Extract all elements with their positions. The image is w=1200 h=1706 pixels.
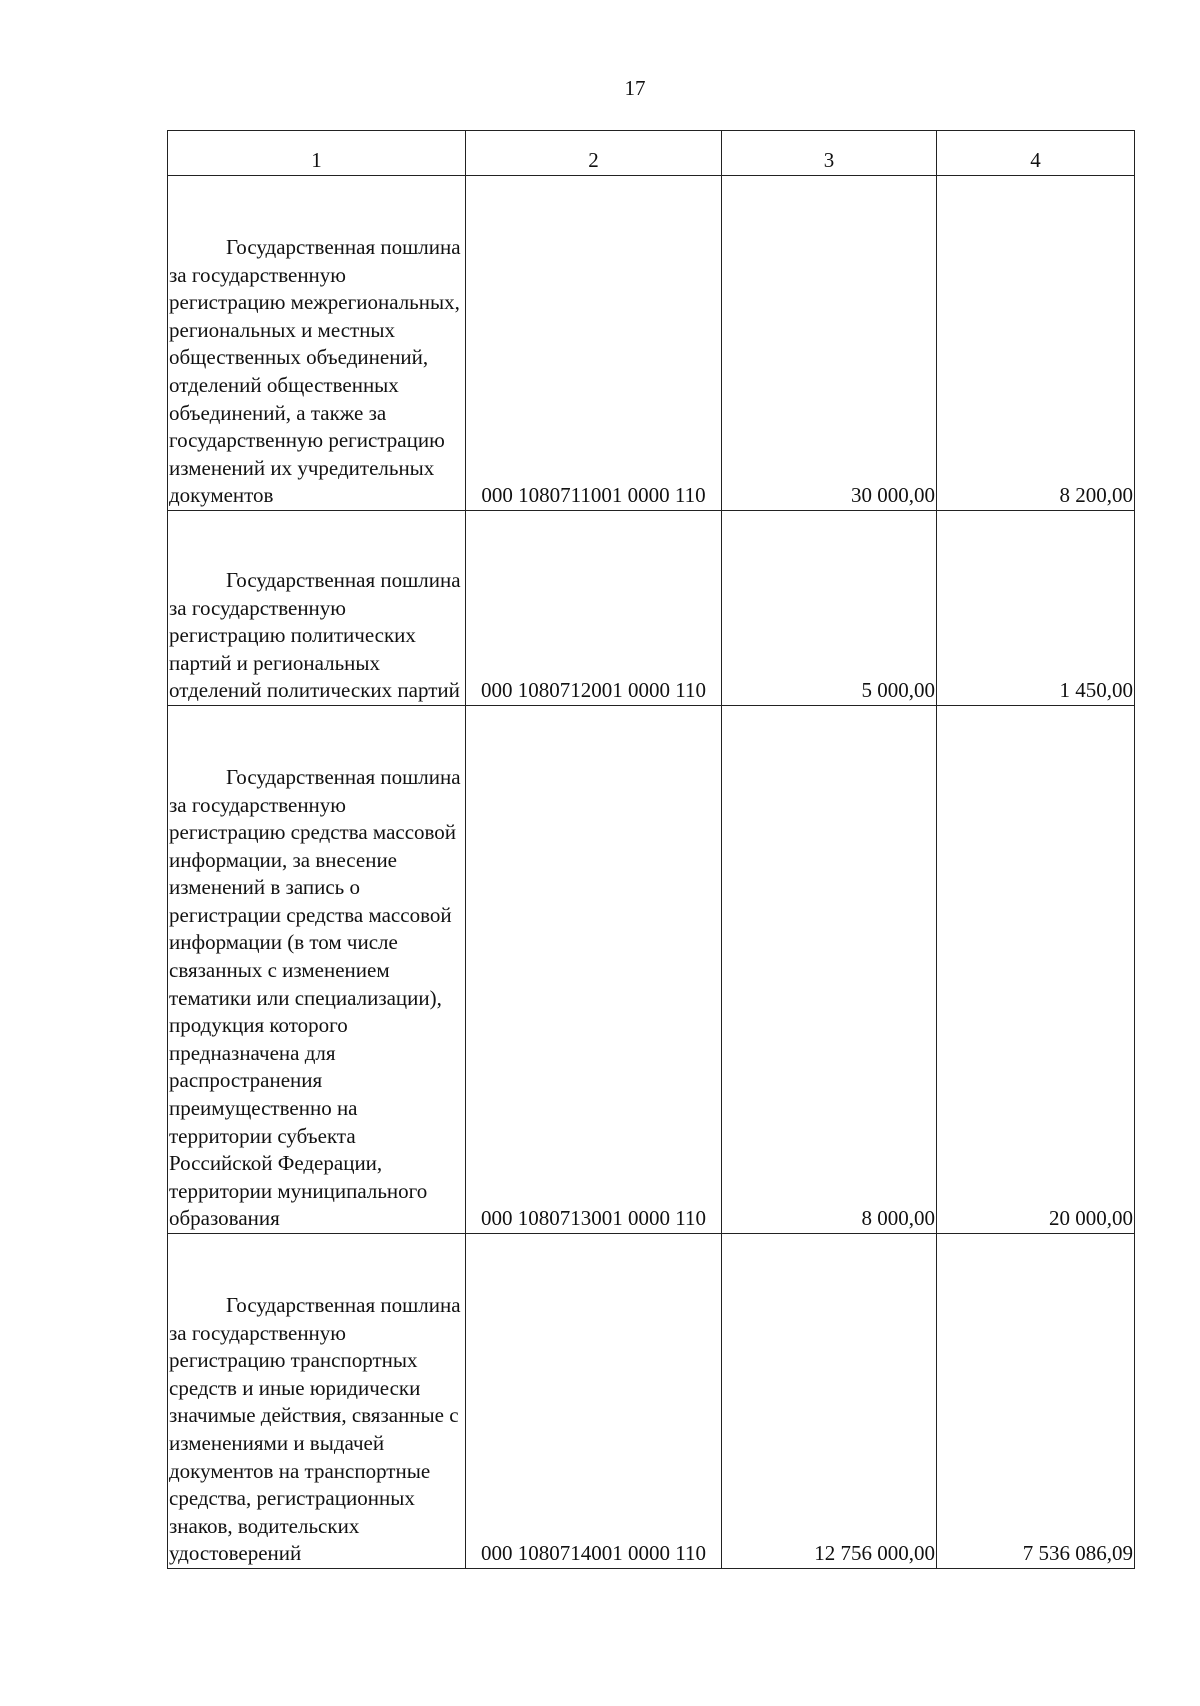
row-name: Государственная пошлина за государственную регистрацию политических партий и региональных отделений политических партий	[168, 511, 466, 706]
table-row	[168, 511, 1135, 706]
row-col4-amount: 20 000,00	[937, 706, 1135, 1234]
header-row	[168, 131, 1135, 176]
budget-table	[167, 130, 1135, 1569]
header-col-3: 3	[722, 131, 937, 176]
row-name: Государственная пошлина за государственную регистрацию средства массовой информации, за внесение изменений в запись о регистрации средства массовой информации (в том числе связанных с изменением тематики или специализации), продукция которого предназначена для распространения преимущественно на территории субъекта Российской Федерации, территории муниципального образования	[168, 706, 466, 1234]
header-col-1: 1	[168, 131, 466, 176]
table-row	[168, 176, 1135, 511]
page-number: 17	[624, 76, 646, 100]
row-col3-amount: 8 000,00	[722, 706, 937, 1234]
row-col3-amount: 30 000,00	[722, 176, 937, 511]
row-code: 000 1080713001 0000 110	[466, 706, 722, 1234]
row-col3-amount: 5 000,00	[722, 511, 937, 706]
table-header	[168, 131, 1135, 176]
header-col-2: 2	[466, 131, 722, 176]
row-name: Государственная пошлина за государственную регистрацию межрегиональных, региональных и местных общественных объединений, отделений общественных объединений, а также за государственную регистрацию изменений их учредительных документов	[168, 176, 466, 511]
table-row	[168, 1234, 1135, 1569]
table-row	[168, 706, 1135, 1234]
row-col4-amount: 8 200,00	[937, 176, 1135, 511]
row-code: 000 1080714001 0000 110	[466, 1234, 722, 1569]
row-col3-amount: 12 756 000,00	[722, 1234, 937, 1569]
row-col4-amount: 1 450,00	[937, 511, 1135, 706]
row-col4-amount: 7 536 086,09	[937, 1234, 1135, 1569]
row-code: 000 1080712001 0000 110	[466, 511, 722, 706]
row-code: 000 1080711001 0000 110	[466, 176, 722, 511]
row-name: Государственная пошлина за государственную регистрацию транспортных средств и иные юридически значимые действия, связанные с изменениями и выдачей документов на транспортные средства, регистрационных знаков, водительских удостоверений	[168, 1234, 466, 1569]
header-col-4: 4	[937, 131, 1135, 176]
table-body	[168, 176, 1135, 1569]
